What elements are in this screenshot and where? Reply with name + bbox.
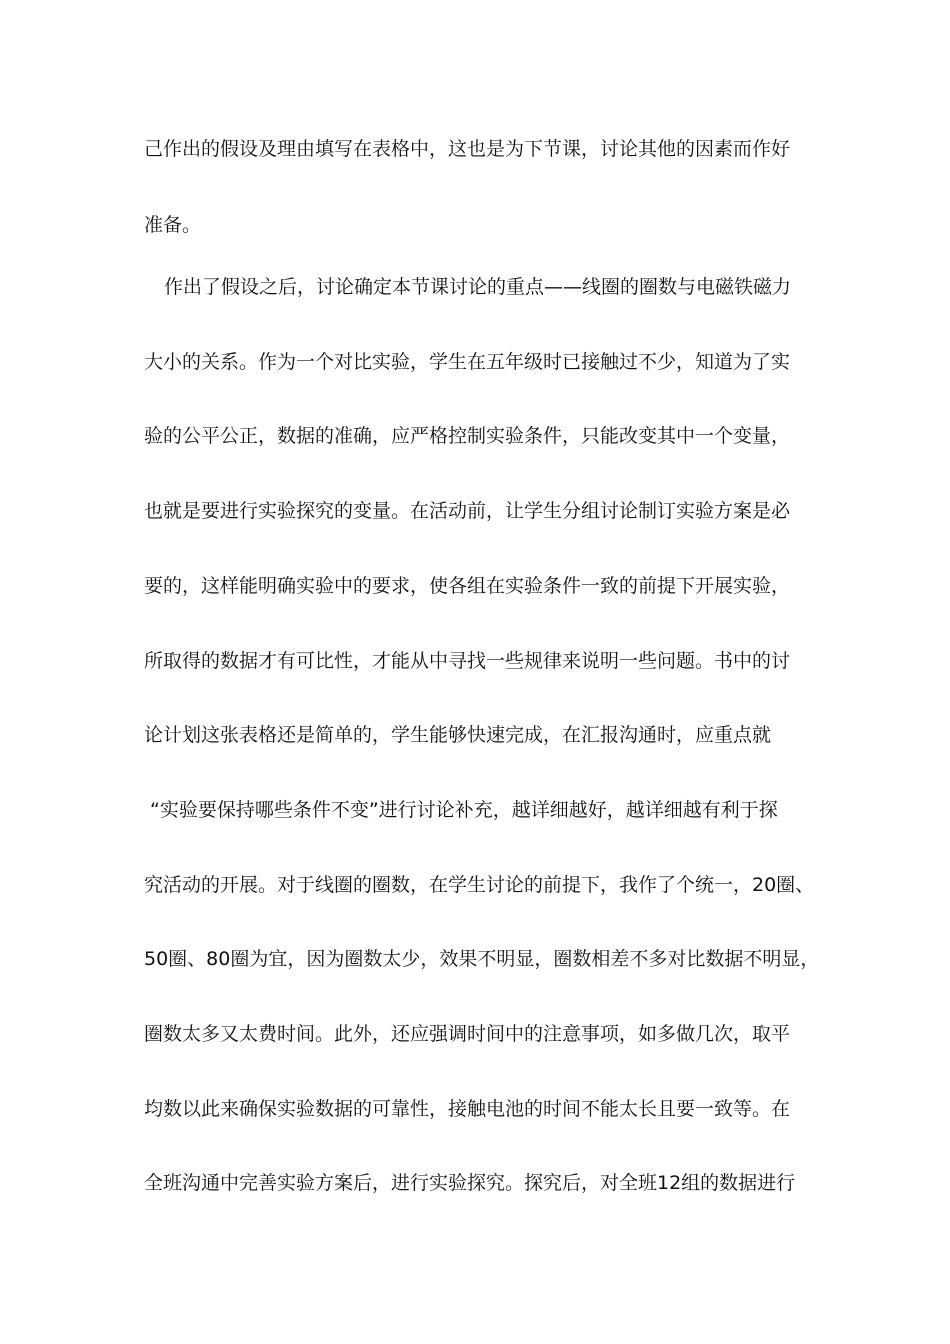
- text-line-1: 己作出的假设及理由填写在表格中，这也是为下节课，讨论其他的因素而作好: [144, 138, 791, 160]
- text-line-6: 也就是要进行实验探究的变量。在活动前，让学生分组讨论制订实验方案是必: [144, 500, 791, 522]
- text-line-10: “实验要保持哪些条件不变”进行讨论补充，越详细越好，越详细越有利于探: [150, 799, 778, 821]
- text-line-11: 究活动的开展。对于线圈的圈数，在学生讨论的前提下，我作了个统一，20圈、: [144, 874, 815, 896]
- text-line-2: 准备。: [144, 214, 202, 236]
- text-line-5: 验的公平公正，数据的准确，应严格控制实验条件，只能改变其中一个变量，: [144, 425, 791, 447]
- text-line-13: 圈数太多又太费时间。此外，还应强调时间中的注意事项，如多做几次，取平: [144, 1023, 791, 1045]
- text-line-3: 作出了假设之后，讨论确定本节课讨论的重点——线圈的圈数与电磁铁磁力: [164, 276, 792, 298]
- text-line-15: 全班沟通中完善实验方案后，进行实验探究。探究后，对全班12组的数据进行: [144, 1172, 796, 1194]
- text-line-14: 均数以此来确保实验数据的可靠性，接触电池的时间不能太长且要一致等。在: [144, 1098, 791, 1120]
- text-line-12: 50圈、80圈为宜，因为圈数太少，效果不明显，圈数相差不多对比数据不明显，: [144, 948, 820, 970]
- text-line-9: 论计划这张表格还是简单的，学生能够快速完成，在汇报沟通时，应重点就: [144, 724, 772, 746]
- text-line-7: 要的，这样能明确实验中的要求，使各组在实验条件一致的前提下开展实验，: [144, 575, 791, 597]
- text-line-4: 大小的关系。作为一个对比实验，学生在五年级时已接触过不少，知道为了实: [144, 351, 791, 373]
- text-line-8: 所取得的数据才有可比性，才能从中寻找一些规律来说明一些问题。书中的讨: [144, 650, 791, 672]
